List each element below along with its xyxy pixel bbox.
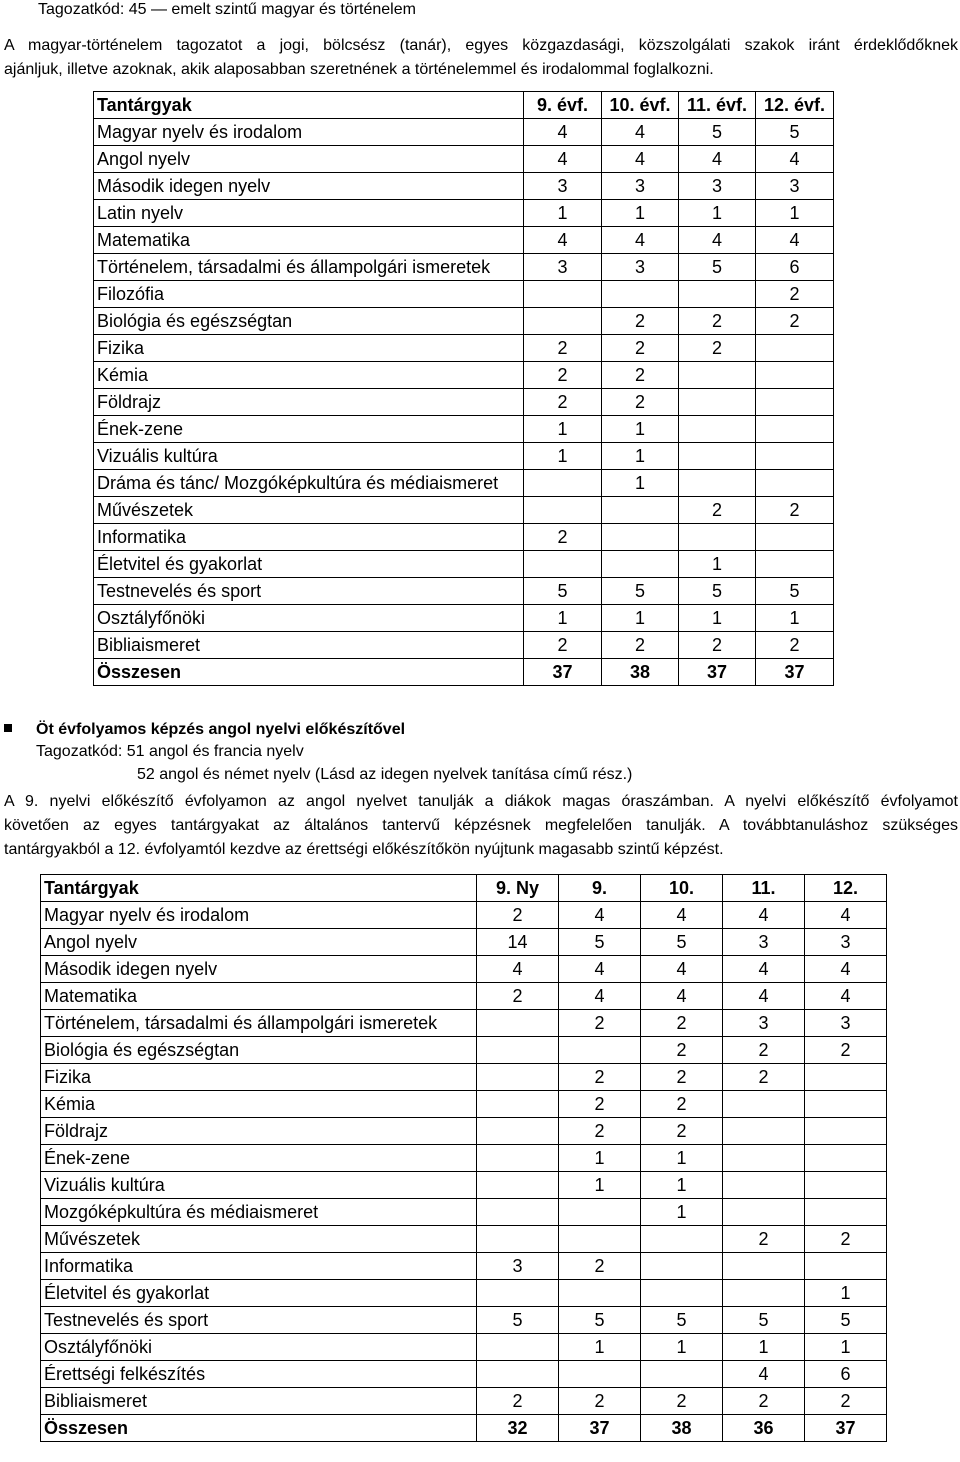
subject-cell: Bibliaismeret <box>41 1388 477 1415</box>
hours-cell: 9. évf. <box>524 92 602 119</box>
hours-cell <box>477 1064 559 1091</box>
hours-cell: 1 <box>559 1145 641 1172</box>
table-row <box>94 146 834 173</box>
bullet-icon <box>4 724 12 732</box>
paragraph-line: követően az egyes tantárgyakat az általános tantervű képzésnek megfelelően tanulják. A továbbtanuláshoz szükséges <box>4 817 958 834</box>
hours-cell: 1 <box>559 1172 641 1199</box>
hours-cell: 4 <box>559 902 641 929</box>
hours-cell: 1 <box>524 605 602 632</box>
table-row <box>94 281 834 308</box>
hours-cell: 2 <box>524 389 602 416</box>
hours-cell <box>756 524 834 551</box>
hours-cell: 2 <box>559 1010 641 1037</box>
hours-cell <box>679 443 756 470</box>
hours-cell: 1 <box>679 551 756 578</box>
subject-cell: Magyar nyelv és irodalom <box>41 902 477 929</box>
hours-cell: 1 <box>524 416 602 443</box>
section-title: Tagozatkód: 45 — emelt szintű magyar és történelem <box>38 1 416 18</box>
hours-cell <box>723 1145 805 1172</box>
subject-cell: Ének-zene <box>41 1145 477 1172</box>
hours-cell: 4 <box>723 983 805 1010</box>
hours-cell <box>524 281 602 308</box>
hours-cell: 5 <box>602 578 679 605</box>
subject-cell: Testnevelés és sport <box>41 1307 477 1334</box>
hours-cell <box>679 389 756 416</box>
hours-cell <box>477 1010 559 1037</box>
subject-cell: Második idegen nyelv <box>41 956 477 983</box>
table-row <box>94 470 834 497</box>
subject-cell: Tantárgyak <box>41 875 477 902</box>
table-row <box>94 389 834 416</box>
hours-cell <box>602 497 679 524</box>
subject-cell: Matematika <box>41 983 477 1010</box>
hours-cell <box>756 416 834 443</box>
table-row <box>94 551 834 578</box>
hours-cell: 3 <box>723 929 805 956</box>
subject-cell: Biológia és egészségtan <box>94 308 524 335</box>
hours-cell <box>477 1145 559 1172</box>
hours-cell <box>679 524 756 551</box>
table-row <box>41 1145 887 1172</box>
subject-cell: Informatika <box>41 1253 477 1280</box>
table-row <box>94 254 834 281</box>
hours-cell: 2 <box>723 1037 805 1064</box>
subject-cell: Művészetek <box>41 1226 477 1253</box>
hours-cell: 2 <box>805 1226 887 1253</box>
hours-cell: 12. <box>805 875 887 902</box>
hours-cell: 1 <box>805 1334 887 1361</box>
subject-cell: Matematika <box>94 227 524 254</box>
hours-cell: 36 <box>723 1415 805 1442</box>
table-header-row <box>41 875 887 902</box>
hours-cell: 1 <box>602 200 679 227</box>
hours-cell: 3 <box>524 173 602 200</box>
hours-cell: 4 <box>524 119 602 146</box>
hours-cell: 4 <box>559 983 641 1010</box>
hours-cell: 2 <box>524 362 602 389</box>
hours-cell <box>559 1361 641 1388</box>
subject-cell: Filozófia <box>94 281 524 308</box>
hours-cell: 5 <box>679 254 756 281</box>
hours-cell <box>477 1172 559 1199</box>
hours-cell: 2 <box>756 308 834 335</box>
table-total-row <box>41 1415 887 1442</box>
hours-cell <box>559 1226 641 1253</box>
hours-cell: 2 <box>641 1388 723 1415</box>
hours-cell: 10. évf. <box>602 92 679 119</box>
subject-cell: Latin nyelv <box>94 200 524 227</box>
hours-cell <box>756 362 834 389</box>
hours-cell: 5 <box>559 929 641 956</box>
table-row <box>41 1118 887 1145</box>
hours-cell: 6 <box>805 1361 887 1388</box>
hours-cell: 5 <box>723 1307 805 1334</box>
hours-cell: 4 <box>723 902 805 929</box>
intro-paragraph-line: ajánljuk, illetve azoknak, akik alaposabban szeretnének a történelemmel és irodalommal foglalkozni. <box>4 61 714 78</box>
hours-cell: 2 <box>641 1091 723 1118</box>
table-row <box>41 902 887 929</box>
table-row <box>41 1091 887 1118</box>
hours-cell: 1 <box>756 200 834 227</box>
hours-cell <box>602 524 679 551</box>
subject-cell: Életvitel és gyakorlat <box>41 1280 477 1307</box>
hours-cell <box>477 1280 559 1307</box>
hours-cell: 1 <box>641 1172 723 1199</box>
table-row <box>41 929 887 956</box>
hours-cell: 4 <box>679 146 756 173</box>
hours-cell: 4 <box>679 227 756 254</box>
table-row <box>41 956 887 983</box>
hours-cell: 9. <box>559 875 641 902</box>
hours-cell: 4 <box>524 146 602 173</box>
table-row <box>94 497 834 524</box>
hours-cell: 2 <box>559 1064 641 1091</box>
hours-cell: 4 <box>602 119 679 146</box>
subject-cell: Kémia <box>94 362 524 389</box>
hours-cell: 4 <box>805 902 887 929</box>
hours-cell: 38 <box>641 1415 723 1442</box>
paragraph-line: A 9. nyelvi előkészítő évfolyamon az angol nyelvet tanulják a diákok magas óraszámban. A nyelvi előkészítő évfolyamot <box>4 793 958 810</box>
hours-cell <box>477 1091 559 1118</box>
hours-cell <box>805 1172 887 1199</box>
table-row <box>94 443 834 470</box>
hours-cell <box>805 1091 887 1118</box>
curriculum-table-2 <box>40 874 887 1442</box>
hours-cell: 11. évf. <box>679 92 756 119</box>
hours-cell: 1 <box>679 200 756 227</box>
hours-cell <box>805 1118 887 1145</box>
subject-cell: Történelem, társadalmi és állampolgári ismeretek <box>41 1010 477 1037</box>
hours-cell: 2 <box>756 281 834 308</box>
hours-cell: 2 <box>756 632 834 659</box>
hours-cell: 37 <box>805 1415 887 1442</box>
subject-cell: Életvitel és gyakorlat <box>94 551 524 578</box>
hours-cell <box>679 416 756 443</box>
table-row <box>94 578 834 605</box>
hours-cell <box>559 1280 641 1307</box>
table-row <box>94 173 834 200</box>
hours-cell: 5 <box>679 578 756 605</box>
hours-cell: 1 <box>723 1334 805 1361</box>
hours-cell: 4 <box>602 146 679 173</box>
hours-cell <box>524 497 602 524</box>
hours-cell: 4 <box>723 1361 805 1388</box>
hours-cell: 9. Ny <box>477 875 559 902</box>
subject-cell: Osztályfőnöki <box>94 605 524 632</box>
description-paragraph <box>4 790 958 862</box>
code-line: 52 angol és német nyelv (Lásd az idegen nyelvek tanítása című rész.) <box>137 766 633 783</box>
hours-cell: 5 <box>679 119 756 146</box>
table-row <box>41 1172 887 1199</box>
hours-cell: 2 <box>641 1064 723 1091</box>
hours-cell <box>559 1037 641 1064</box>
hours-cell: 2 <box>602 632 679 659</box>
table-row <box>94 632 834 659</box>
hours-cell: 2 <box>602 389 679 416</box>
hours-cell: 1 <box>756 605 834 632</box>
hours-cell <box>723 1199 805 1226</box>
hours-cell: 2 <box>602 308 679 335</box>
hours-cell <box>679 470 756 497</box>
hours-cell <box>723 1118 805 1145</box>
hours-cell: 5 <box>641 1307 723 1334</box>
hours-cell: 4 <box>602 227 679 254</box>
table-row <box>41 1253 887 1280</box>
hours-cell: 5 <box>756 578 834 605</box>
hours-cell: 2 <box>477 902 559 929</box>
hours-cell: 4 <box>524 227 602 254</box>
hours-cell: 3 <box>679 173 756 200</box>
table-row <box>94 335 834 362</box>
subject-cell: Fizika <box>41 1064 477 1091</box>
hours-cell <box>756 389 834 416</box>
hours-cell <box>756 443 834 470</box>
hours-cell: 3 <box>524 254 602 281</box>
hours-cell: 10. <box>641 875 723 902</box>
table-row <box>41 1334 887 1361</box>
hours-cell: 2 <box>602 362 679 389</box>
hours-cell: 4 <box>641 956 723 983</box>
subject-cell: Tantárgyak <box>94 92 524 119</box>
intro-paragraph-line: A magyar-történelem tagozatot a jogi, bölcsész (tanár), egyes közgazdasági, közszolgálati szakok iránt érdeklődőknek <box>4 37 958 54</box>
hours-cell <box>477 1226 559 1253</box>
subject-cell: Mozgóképkultúra és médiaismeret <box>41 1199 477 1226</box>
hours-cell: 2 <box>602 335 679 362</box>
hours-cell: 37 <box>524 659 602 686</box>
hours-cell: 2 <box>524 632 602 659</box>
hours-cell <box>805 1199 887 1226</box>
subject-cell: Kémia <box>41 1091 477 1118</box>
hours-cell: 4 <box>756 227 834 254</box>
hours-cell: 4 <box>641 983 723 1010</box>
hours-cell <box>641 1280 723 1307</box>
hours-cell: 37 <box>559 1415 641 1442</box>
table-row <box>94 119 834 146</box>
subject-cell: Összesen <box>94 659 524 686</box>
hours-cell: 3 <box>805 929 887 956</box>
hours-cell: 3 <box>723 1010 805 1037</box>
hours-cell: 2 <box>679 497 756 524</box>
hours-cell: 2 <box>723 1226 805 1253</box>
hours-cell <box>723 1091 805 1118</box>
hours-cell: 37 <box>756 659 834 686</box>
hours-cell <box>559 1199 641 1226</box>
hours-cell <box>477 1361 559 1388</box>
hours-cell <box>524 470 602 497</box>
hours-cell: 2 <box>477 1388 559 1415</box>
hours-cell <box>679 362 756 389</box>
curriculum-table-1 <box>93 91 834 686</box>
hours-cell: 2 <box>723 1388 805 1415</box>
hours-cell: 2 <box>559 1388 641 1415</box>
hours-cell: 5 <box>756 119 834 146</box>
hours-cell <box>756 551 834 578</box>
hours-cell <box>679 281 756 308</box>
table-row <box>41 1388 887 1415</box>
table-row <box>41 983 887 1010</box>
subject-cell: Biológia és egészségtan <box>41 1037 477 1064</box>
hours-cell: 2 <box>723 1064 805 1091</box>
hours-cell: 5 <box>641 929 723 956</box>
hours-cell: 2 <box>756 497 834 524</box>
subject-cell: Földrajz <box>41 1118 477 1145</box>
hours-cell <box>723 1253 805 1280</box>
hours-cell: 4 <box>805 983 887 1010</box>
table-row <box>94 227 834 254</box>
table-row <box>94 200 834 227</box>
hours-cell: 4 <box>641 902 723 929</box>
hours-cell: 4 <box>805 956 887 983</box>
table-row <box>94 605 834 632</box>
section-heading-text: Öt évfolyamos képzés angol nyelvi előkészítővel <box>36 721 406 738</box>
code-line: Tagozatkód: 51 angol és francia nyelv <box>36 743 304 760</box>
hours-cell: 2 <box>679 632 756 659</box>
table-row <box>94 308 834 335</box>
table-header-row <box>94 92 834 119</box>
subject-cell: Bibliaismeret <box>94 632 524 659</box>
table-total-row <box>94 659 834 686</box>
table-row <box>41 1361 887 1388</box>
hours-cell: 3 <box>602 254 679 281</box>
hours-cell <box>805 1145 887 1172</box>
hours-cell: 2 <box>524 335 602 362</box>
hours-cell: 2 <box>559 1253 641 1280</box>
table-row <box>41 1307 887 1334</box>
hours-cell: 5 <box>524 578 602 605</box>
hours-cell: 2 <box>559 1091 641 1118</box>
table-row <box>94 524 834 551</box>
hours-cell: 37 <box>679 659 756 686</box>
hours-cell: 3 <box>602 173 679 200</box>
hours-cell: 4 <box>723 956 805 983</box>
hours-cell: 2 <box>641 1037 723 1064</box>
hours-cell <box>805 1253 887 1280</box>
hours-cell: 1 <box>641 1334 723 1361</box>
hours-cell: 2 <box>805 1037 887 1064</box>
subject-cell: Testnevelés és sport <box>94 578 524 605</box>
table-row <box>94 416 834 443</box>
paragraph-line: tantárgyakból a 12. évfolyamtól kezdve az érettségi előkészítőkön nyújtunk magasabb szintű képzést. <box>4 841 724 858</box>
table-row <box>41 1037 887 1064</box>
hours-cell <box>524 308 602 335</box>
hours-cell: 2 <box>524 524 602 551</box>
hours-cell: 2 <box>679 335 756 362</box>
hours-cell <box>641 1226 723 1253</box>
hours-cell <box>524 551 602 578</box>
subject-cell: Összesen <box>41 1415 477 1442</box>
subject-cell: Osztályfőnöki <box>41 1334 477 1361</box>
subject-cell: Angol nyelv <box>41 929 477 956</box>
table-row <box>41 1199 887 1226</box>
table-row <box>41 1280 887 1307</box>
hours-cell <box>477 1037 559 1064</box>
table-row <box>94 362 834 389</box>
hours-cell: 1 <box>641 1199 723 1226</box>
hours-cell: 2 <box>477 983 559 1010</box>
hours-cell: 12. évf. <box>756 92 834 119</box>
hours-cell: 2 <box>679 308 756 335</box>
subject-cell: Dráma és tánc/ Mozgóképkultúra és médiaismeret <box>94 470 524 497</box>
hours-cell <box>805 1064 887 1091</box>
hours-cell <box>602 281 679 308</box>
subject-cell: Informatika <box>94 524 524 551</box>
hours-cell: 3 <box>477 1253 559 1280</box>
subject-cell: Angol nyelv <box>94 146 524 173</box>
subject-cell: Vizuális kultúra <box>41 1172 477 1199</box>
hours-cell <box>477 1199 559 1226</box>
hours-cell: 1 <box>559 1334 641 1361</box>
hours-cell: 1 <box>524 443 602 470</box>
hours-cell: 5 <box>805 1307 887 1334</box>
hours-cell: 1 <box>602 605 679 632</box>
hours-cell: 4 <box>477 956 559 983</box>
hours-cell: 2 <box>559 1118 641 1145</box>
hours-cell <box>723 1172 805 1199</box>
hours-cell <box>641 1361 723 1388</box>
hours-cell: 1 <box>679 605 756 632</box>
subject-cell: Érettségi felkészítés <box>41 1361 477 1388</box>
hours-cell: 1 <box>602 470 679 497</box>
hours-cell: 1 <box>602 416 679 443</box>
hours-cell <box>723 1280 805 1307</box>
hours-cell: 5 <box>477 1307 559 1334</box>
hours-cell: 32 <box>477 1415 559 1442</box>
section-heading <box>4 719 405 741</box>
subject-cell: Vizuális kultúra <box>94 443 524 470</box>
hours-cell <box>756 470 834 497</box>
hours-cell <box>602 551 679 578</box>
hours-cell: 4 <box>756 146 834 173</box>
table-row <box>41 1064 887 1091</box>
hours-cell: 4 <box>559 956 641 983</box>
hours-cell: 2 <box>805 1388 887 1415</box>
table-row <box>41 1010 887 1037</box>
subject-cell: Művészetek <box>94 497 524 524</box>
hours-cell: 3 <box>756 173 834 200</box>
table-row <box>41 1226 887 1253</box>
hours-cell <box>756 335 834 362</box>
hours-cell <box>641 1253 723 1280</box>
hours-cell <box>477 1118 559 1145</box>
subject-cell: Ének-zene <box>94 416 524 443</box>
subject-cell: Földrajz <box>94 389 524 416</box>
subject-cell: Történelem, társadalmi és állampolgári ismeretek <box>94 254 524 281</box>
subject-cell: Fizika <box>94 335 524 362</box>
hours-cell: 14 <box>477 929 559 956</box>
hours-cell <box>477 1334 559 1361</box>
hours-cell: 3 <box>805 1010 887 1037</box>
hours-cell: 38 <box>602 659 679 686</box>
hours-cell: 2 <box>641 1118 723 1145</box>
hours-cell: 2 <box>641 1010 723 1037</box>
hours-cell: 1 <box>524 200 602 227</box>
hours-cell: 1 <box>805 1280 887 1307</box>
hours-cell: 1 <box>641 1145 723 1172</box>
hours-cell: 6 <box>756 254 834 281</box>
subject-cell: Magyar nyelv és irodalom <box>94 119 524 146</box>
hours-cell: 11. <box>723 875 805 902</box>
hours-cell: 5 <box>559 1307 641 1334</box>
subject-cell: Második idegen nyelv <box>94 173 524 200</box>
hours-cell: 1 <box>602 443 679 470</box>
